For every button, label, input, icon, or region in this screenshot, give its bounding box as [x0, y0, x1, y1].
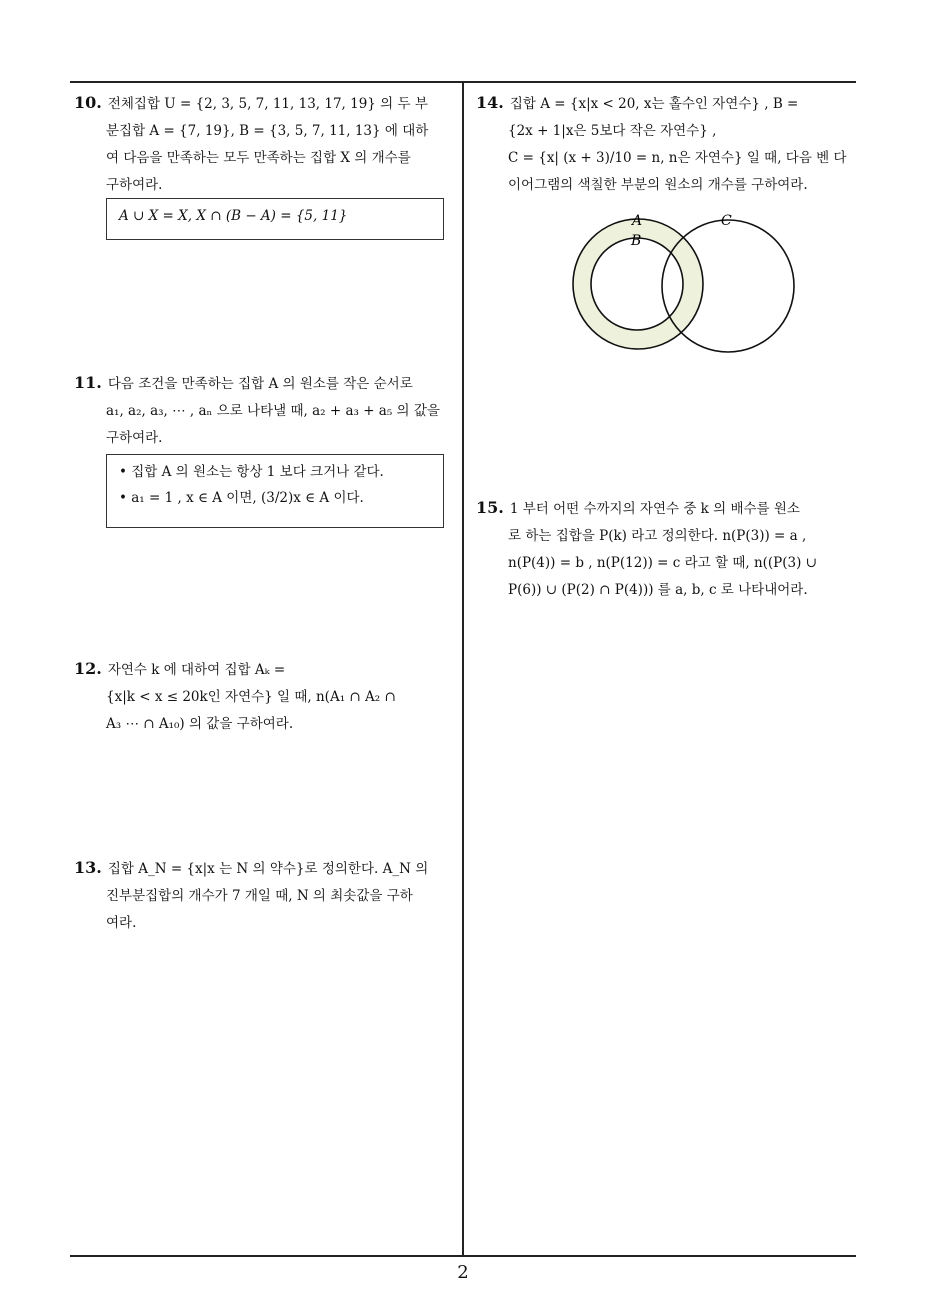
problem-number: 14.: [476, 93, 504, 112]
condition-box: [106, 198, 444, 240]
problem-10: [74, 89, 458, 199]
problem-14: [476, 89, 860, 199]
problem-text-line: {2x + 1|x은 5보다 작은 자연수} ,: [508, 123, 717, 139]
problem-text-line: 로 하는 집합을 P(k) 라고 정의한다. n(P(3)) = a ,: [508, 528, 807, 544]
problem-text-line: 구하여라.: [106, 430, 163, 446]
problem-number: 15.: [476, 498, 504, 517]
problem-11: [74, 369, 458, 452]
condition-line: • a₁ = 1 , x ∈ A 이면, (3/2)x ∈ A 이다.: [119, 490, 364, 506]
problem-text-line: P(6)) ∪ (P(2) ∩ P(4))) 를 a, b, c 로 나타내어라.: [508, 582, 808, 598]
problem-text-line: C = {x| (x + 3)/10 = n, n은 자연수} 일 때, 다음 벤 다: [508, 150, 847, 166]
problem-text-line: 다음 조건을 만족하는 집합 A 의 원소를 작은 순서로: [107, 376, 413, 392]
problem-text-line: 집합 A = {x|x < 20, x는 홀수인 자연수} , B =: [509, 96, 799, 112]
problem-text-line: 집합 A_N = {x|x 는 N 의 약수}로 정의한다. A_N 의: [107, 861, 429, 877]
venn-diagram: [568, 207, 828, 367]
problem-text-line: 전체집합 U = {2, 3, 5, 7, 11, 13, 17, 19} 의 두 부: [107, 96, 428, 112]
problem-text-line: 진부분집합의 개수가 7 개일 때, N 의 최솟값을 구하: [106, 888, 413, 904]
set-c-label: C: [721, 213, 732, 229]
condition-line: • 집합 A 의 원소는 항상 1 보다 크거나 같다.: [119, 464, 384, 480]
condition-text: A ∪ X = X, X ∩ (B − A) = {5, 11}: [119, 208, 348, 224]
problem-13: [74, 854, 458, 937]
problem-text-line: 자연수 k 에 대하여 집합 Aₖ =: [107, 662, 286, 678]
problem-number: 12.: [74, 659, 102, 678]
problem-text-line: n(P(4)) = b , n(P(12)) = c 라고 할 때, n((P(3) ∪: [508, 555, 817, 571]
problem-12: [74, 655, 458, 738]
problem-text-line: A₃ ⋯ ∩ A₁₀) 의 값을 구하여라.: [106, 716, 294, 732]
problem-number: 10.: [74, 93, 102, 112]
problem-number: 11.: [74, 373, 102, 392]
set-b-label: B: [631, 233, 642, 249]
problem-text-line: 구하여라.: [106, 177, 163, 193]
problem-number: 13.: [74, 858, 102, 877]
set-a-label: A: [632, 213, 643, 229]
problem-text-line: 분집합 A = {7, 19}, B = {3, 5, 7, 11, 13} 에 대하: [106, 123, 429, 139]
problem-text-line: {x|k < x ≤ 20k인 자연수} 일 때, n(A₁ ∩ A₂ ∩: [106, 689, 396, 705]
problem-text-line: 여라.: [106, 915, 137, 931]
problem-text-line: 여 다음을 만족하는 모두 만족하는 집합 X 의 개수를: [106, 150, 411, 166]
page-number: 2: [457, 1262, 469, 1283]
column-divider: [462, 81, 464, 1257]
problem-text-line: a₁, a₂, a₃, ⋯ , aₙ 으로 나타낼 때, a₂ + a₃ + a₅ 의 값을: [106, 403, 440, 419]
problem-text-line: 이어그램의 색칠한 부분의 원소의 개수를 구하여라.: [508, 177, 808, 193]
problem-15: [476, 494, 860, 604]
problem-text-line: 1 부터 어떤 수까지의 자연수 중 k 의 배수를 원소: [509, 501, 800, 517]
condition-box: [106, 454, 444, 528]
